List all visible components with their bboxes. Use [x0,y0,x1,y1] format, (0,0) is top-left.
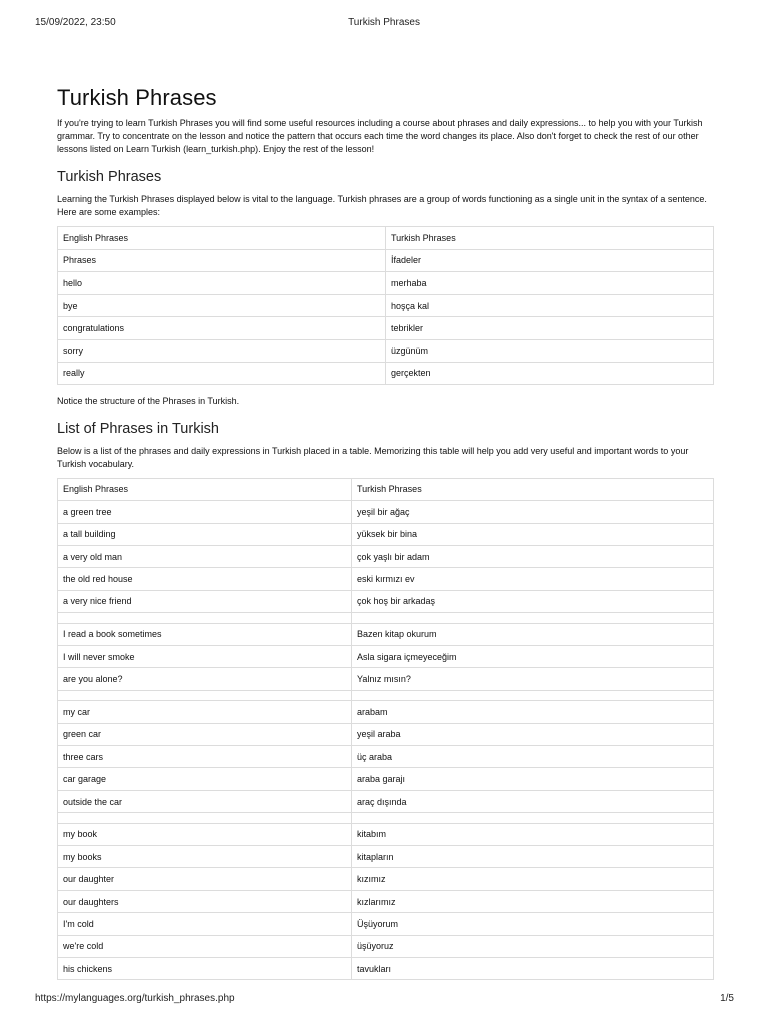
table-row [58,868,714,890]
turkish-phrase-cell: merhaba [386,272,714,295]
english-phrase-cell: I'm cold [58,913,352,935]
table-row [58,294,714,317]
table-row [58,890,714,912]
turkish-phrase-cell: İfadeler [386,249,714,272]
table-row [58,317,714,340]
table-row [58,768,714,790]
intro-paragraph: If you're trying to learn Turkish Phrases you will find some useful resources including a course about phrases and daily expressions... to help you with your Turkish grammar. Try to concentrate on the lesson and notice the pattern that occurs each time the word changes its place. Also don't forget to check the rest of our other lessons listed on Learn Turkish (learn_turkish.php). Enjoy the rest of the lesson! [57,118,703,154]
table-row [58,501,714,523]
turkish-phrase-cell: üzgünüm [386,339,714,362]
table-row [58,913,714,935]
print-datetime: 15/09/2022, 23:50 [35,17,116,28]
table-row [58,846,714,868]
english-phrase-cell: our daughters [58,890,352,912]
table-row [58,362,714,385]
english-phrase-cell: car garage [58,768,352,790]
table-row [58,723,714,745]
english-phrase-cell: really [58,362,386,385]
table-row [58,523,714,545]
english-phrase-cell: Phrases [58,249,386,272]
turkish-phrase-cell: üç araba [352,746,714,768]
english-phrase-cell: a green tree [58,501,352,523]
table-row [58,823,714,845]
turkish-phrase-cell: tebrikler [386,317,714,340]
table-row [58,249,714,272]
turkish-phrase-cell: yüksek bir bina [352,523,714,545]
english-phrase-cell: sorry [58,339,386,362]
english-phrase-cell: my car [58,701,352,723]
page-number: 1/5 [720,993,734,1004]
english-phrase-cell: his chickens [58,958,352,980]
table-spacer-row [58,813,714,824]
english-phrase-cell: English Phrases [58,226,386,249]
table-spacer-row [58,613,714,624]
print-header [0,17,768,31]
turkish-phrase-cell: kitabım [352,823,714,845]
table-row [58,339,714,362]
english-phrase-cell: hello [58,272,386,295]
turkish-phrase-cell: tavukları [352,958,714,980]
turkish-phrase-cell: yeşil bir ağaç [352,501,714,523]
table-row [58,545,714,567]
section-heading-turkish-phrases: Turkish Phrases [57,169,162,186]
table-row [58,701,714,723]
table-row [58,958,714,980]
english-phrase-cell [58,690,352,701]
turkish-phrase-cell: Üşüyorum [352,913,714,935]
table-header-row [58,478,714,500]
english-phrase-cell: my book [58,823,352,845]
turkish-phrase-cell [352,613,714,624]
english-phrase-cell: I read a book sometimes [58,623,352,645]
turkish-phrase-cell: Yalnız mısın? [352,668,714,690]
english-phrase-cell: a very old man [58,545,352,567]
turkish-phrase-cell [352,690,714,701]
turkish-phrase-cell: araç dışında [352,790,714,812]
page-title: Turkish Phrases [57,85,217,110]
table-row [58,272,714,295]
english-phrase-cell: a tall building [58,523,352,545]
section-description: Learning the Turkish Phrases displayed below is vital to the language. Turkish phrases are a group of words functioning as a single unit in the syntax of a sentence. Here are some examples: [57,194,707,218]
table-row [58,935,714,957]
english-phrase-cell [58,613,352,624]
turkish-phrase-cell: Asla sigara içmeyeceğim [352,645,714,667]
english-phrase-cell: my books [58,846,352,868]
turkish-phrase-cell: gerçekten [386,362,714,385]
turkish-phrase-cell: eski kırmızı ev [352,568,714,590]
turkish-phrase-cell: Turkish Phrases [352,478,714,500]
english-phrase-cell: bye [58,294,386,317]
turkish-phrase-cell: kızımız [352,868,714,890]
table-spacer-row [58,690,714,701]
table-row [58,568,714,590]
phrases-table [57,226,714,385]
turkish-phrase-cell: üşüyoruz [352,935,714,957]
english-phrase-cell: I will never smoke [58,645,352,667]
phrases-list-table [57,478,714,981]
turkish-phrase-cell: Turkish Phrases [386,226,714,249]
english-phrase-cell: green car [58,723,352,745]
section-heading-list-of-phrases: List of Phrases in Turkish [57,421,219,438]
print-page-title: Turkish Phrases [348,17,420,28]
turkish-phrase-cell: hoşça kal [386,294,714,317]
turkish-phrase-cell: çok hoş bir arkadaş [352,590,714,612]
table-row [58,746,714,768]
turkish-phrase-cell: çok yaşlı bir adam [352,545,714,567]
english-phrase-cell: are you alone? [58,668,352,690]
turkish-phrase-cell: kitapların [352,846,714,868]
english-phrase-cell: outside the car [58,790,352,812]
structure-note: Notice the structure of the Phrases in Turkish. [57,396,240,407]
english-phrase-cell: the old red house [58,568,352,590]
english-phrase-cell: we're cold [58,935,352,957]
table-header-row [58,226,714,249]
article [57,85,714,980]
english-phrase-cell: three cars [58,746,352,768]
english-phrase-cell: our daughter [58,868,352,890]
turkish-phrase-cell: araba garajı [352,768,714,790]
table-row [58,668,714,690]
table-row [58,790,714,812]
page-url: https://mylanguages.org/turkish_phrases.php [35,993,235,1004]
print-footer [0,993,768,1007]
english-phrase-cell: English Phrases [58,478,352,500]
turkish-phrase-cell: kızlarımız [352,890,714,912]
english-phrase-cell [58,813,352,824]
english-phrase-cell: congratulations [58,317,386,340]
table-row [58,590,714,612]
english-phrase-cell: a very nice friend [58,590,352,612]
turkish-phrase-cell: yeşil araba [352,723,714,745]
section-description: Below is a list of the phrases and daily expressions in Turkish placed in a table. Memorizing this table will help you add very useful and important words to your Turkish vocabulary. [57,446,689,469]
turkish-phrase-cell: arabam [352,701,714,723]
table-row [58,645,714,667]
turkish-phrase-cell [352,813,714,824]
table-row [58,623,714,645]
turkish-phrase-cell: Bazen kitap okurum [352,623,714,645]
